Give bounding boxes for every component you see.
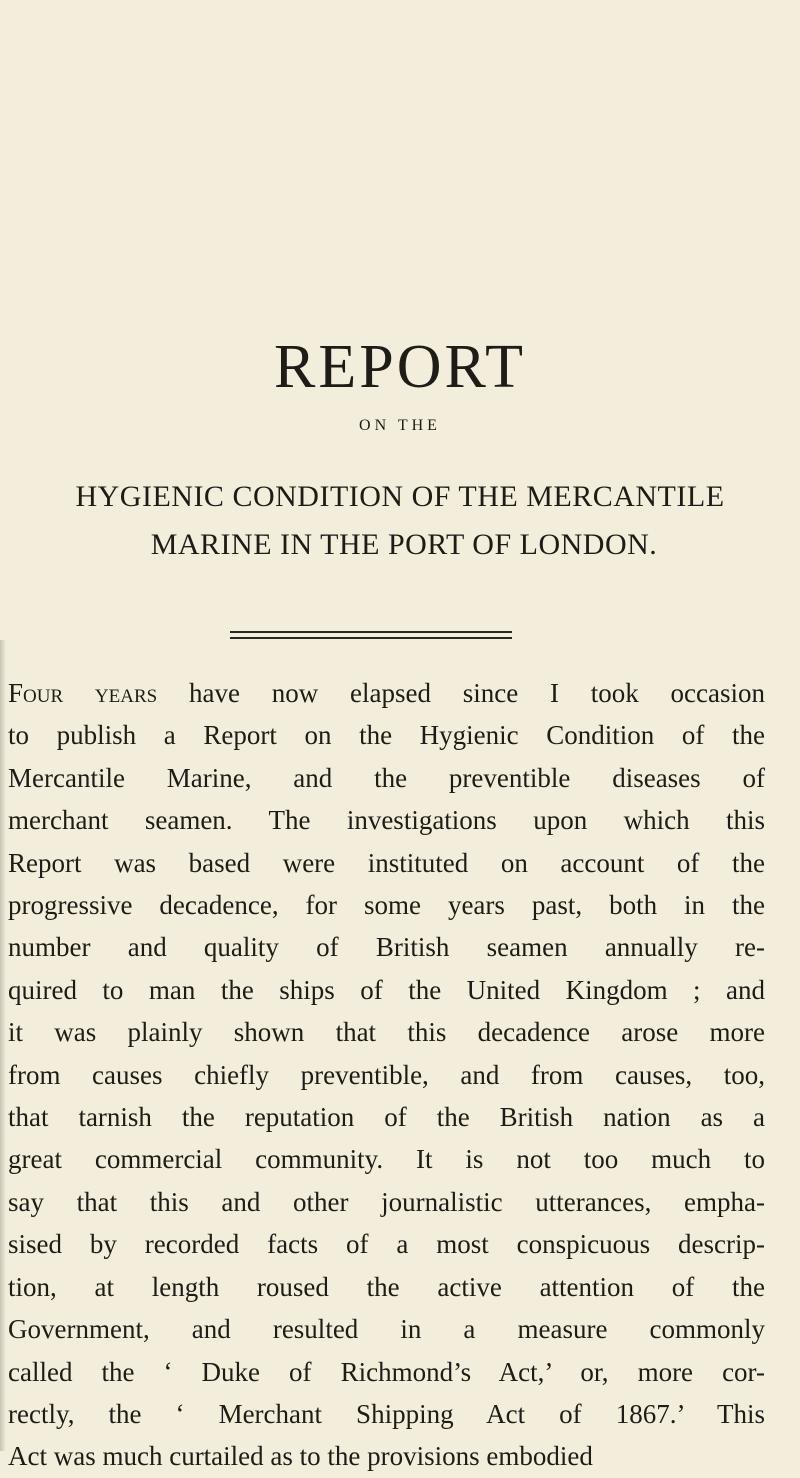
body-line: Act was much curtailed as to the provisions embodied	[8, 1441, 593, 1472]
subtitle-line-1: HYGIENIC CONDITION OF THE MERCANTILE	[75, 480, 725, 513]
body-line: say that this and other journalistic utterances, empha-	[8, 1186, 765, 1217]
body-line: Mercantile Marine, and the preventible diseases of	[8, 762, 765, 793]
subtitle-line-2: MARINE IN THE PORT OF LONDON.	[150, 528, 658, 561]
body-line: sised by recorded facts of a most conspicuous descrip-	[8, 1229, 765, 1260]
body-line: Government, and resulted in a measure commonly	[8, 1314, 765, 1345]
title-connector: ON THE	[359, 417, 441, 434]
lead-in-words: Four years	[8, 678, 158, 708]
body-paragraph	[8, 672, 765, 1478]
title-divider-top	[230, 631, 512, 633]
body-line: number and quality of British seamen annually re-	[8, 932, 765, 963]
body-line: merchant seamen. The investigations upon which this	[8, 805, 765, 836]
report-title: REPORT	[274, 333, 526, 401]
body-line: that tarnish the reputation of the British nation as a	[8, 1102, 765, 1133]
body-line: Report was based were instituted on account of the	[8, 847, 765, 878]
body-line: quired to man the ships of the United Kingdom ; and	[8, 974, 765, 1005]
body-line: great commercial community. It is not too much to	[8, 1144, 765, 1175]
body-line: from causes chiefly preventible, and from causes, too,	[8, 1059, 765, 1090]
body-line: progressive decadence, for some years past, both in the	[8, 890, 765, 921]
title-divider-bottom	[230, 637, 512, 639]
body-line: called the ‘ Duke of Richmond’s Act,’ or, more cor-	[8, 1356, 765, 1387]
binding-shadow	[0, 640, 6, 1451]
body-line: to publish a Report on the Hygienic Condition of the	[8, 720, 765, 751]
body-line-text: have now elapsed since I took occasion	[157, 678, 766, 708]
body-line: it was plainly shown that this decadence arose more	[8, 1017, 765, 1048]
body-line	[8, 672, 765, 714]
body-line: rectly, the ‘ Merchant Shipping Act of 1867.’ This	[8, 1398, 765, 1429]
body-line: tion, at length roused the active attention of the	[8, 1271, 765, 1302]
